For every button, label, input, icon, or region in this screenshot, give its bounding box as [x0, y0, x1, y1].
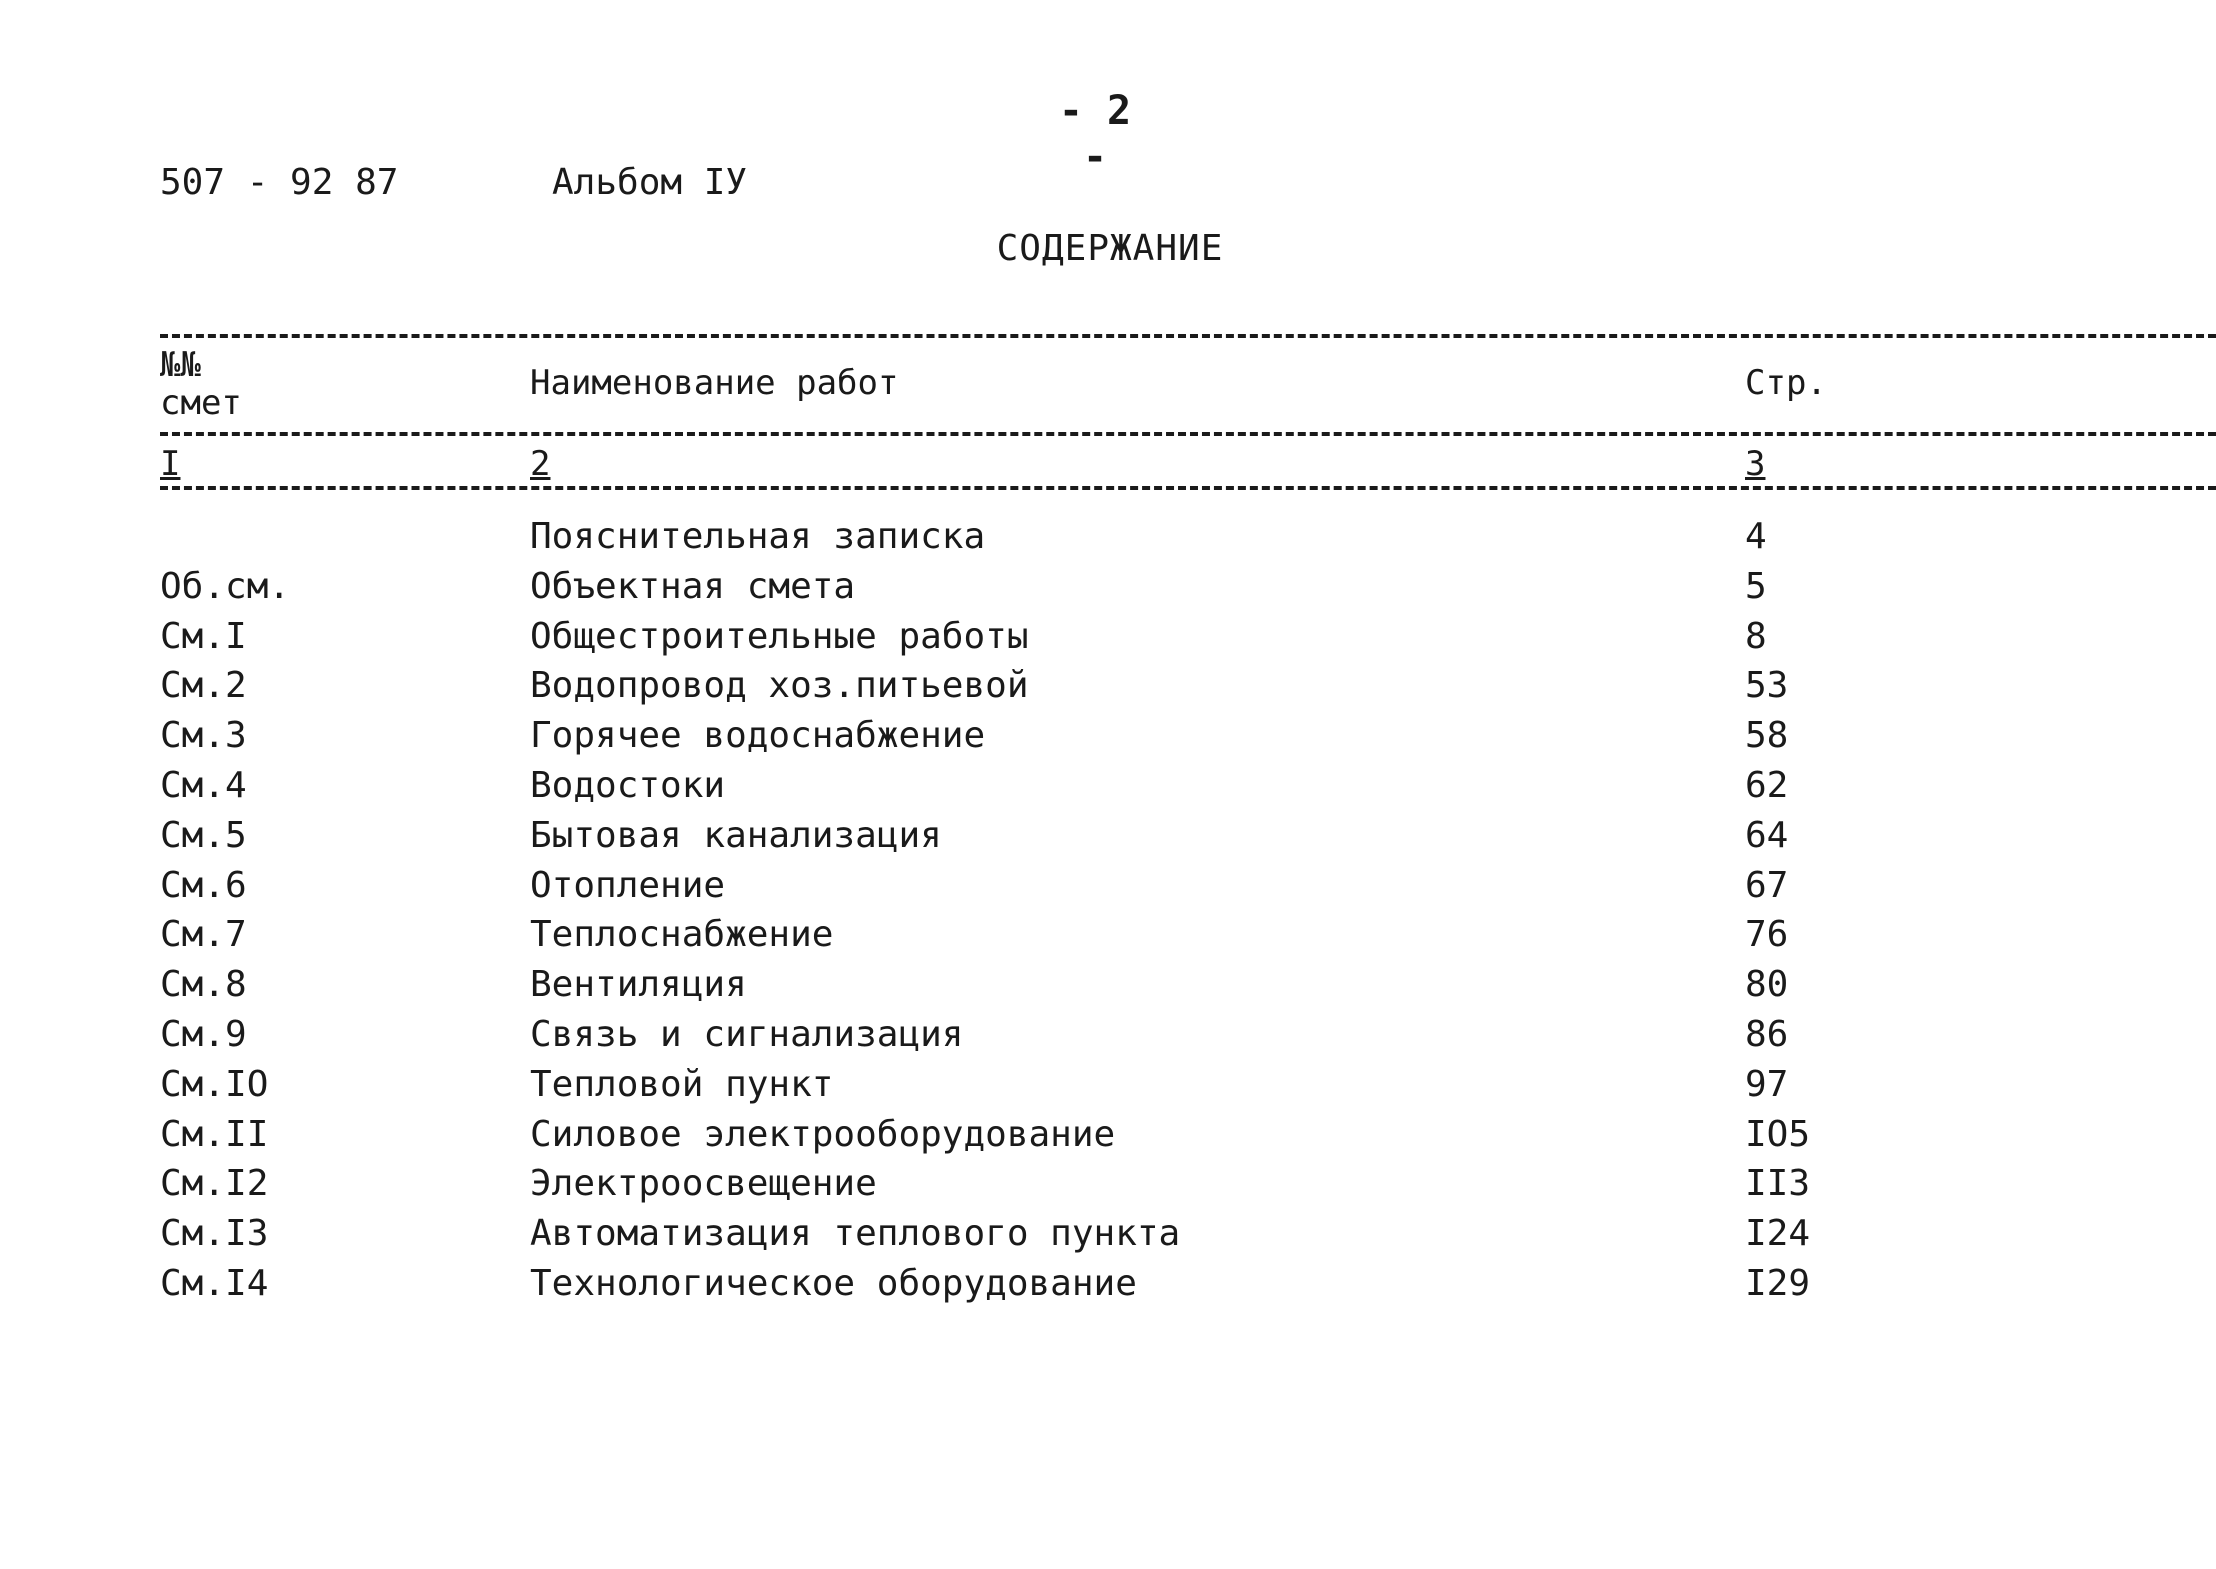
toc-row-page: 80: [1745, 964, 1789, 1006]
toc-row-code: См.6: [160, 864, 247, 906]
column-header-code: [160, 346, 242, 422]
album-label: Альбом IУ: [552, 162, 748, 203]
toc-row-page: I29: [1745, 1262, 1811, 1304]
toc-row: [0, 910, 2216, 960]
column-number-name-text: 2: [530, 444, 551, 484]
toc-title: СОДЕРЖАНИЕ: [996, 228, 1224, 269]
toc-row-name: Отопление: [530, 864, 726, 906]
toc-row-name: Общестроительные работы: [530, 615, 1029, 657]
toc-row-name: Технологическое оборудование: [530, 1262, 1137, 1304]
toc-row: [0, 612, 2216, 662]
toc-row-code: См.IO: [160, 1063, 269, 1105]
toc-row-code: См.I2: [160, 1163, 269, 1205]
toc-row-code: См.I4: [160, 1262, 269, 1304]
toc-row: [0, 1259, 2216, 1309]
toc-row-name: Вентиляция: [530, 964, 747, 1006]
toc-row-code: См.7: [160, 914, 247, 956]
toc-row: [0, 512, 2216, 562]
column-number-page: [1745, 444, 1765, 484]
toc-row-page: 62: [1745, 764, 1789, 806]
toc-row-code: См.3: [160, 715, 247, 757]
toc-row: [0, 1010, 2216, 1060]
toc-row-page: 4: [1745, 516, 1767, 557]
toc-row-name: Бытовая канализация: [530, 814, 942, 856]
toc-row-code: См.I: [160, 615, 247, 657]
toc-row-code: Об.см.: [160, 565, 291, 607]
toc-row-name: Горячее водоснабжение: [530, 715, 986, 757]
column-number-name: [530, 444, 550, 484]
toc-row-name: Тепловой пункт: [530, 1063, 834, 1105]
toc-row-name: Теплоснабжение: [530, 914, 834, 956]
toc-row-code: См.II: [160, 1113, 269, 1155]
toc-row: [0, 1209, 2216, 1259]
toc-row-name: Силовое электрооборудование: [530, 1113, 1116, 1155]
toc-row-page: 58: [1745, 715, 1789, 757]
table-body-rule: [160, 486, 2216, 490]
toc-row-page: 8: [1745, 615, 1767, 657]
toc-row: [0, 960, 2216, 1010]
toc-row-page: IO5: [1745, 1113, 1811, 1155]
toc-row: [0, 1060, 2216, 1110]
column-number-code: [160, 444, 180, 484]
toc-row-code: См.2: [160, 665, 247, 707]
header-separator-rule: [160, 432, 2216, 436]
toc-row: [0, 1159, 2216, 1209]
toc-row-page: 5: [1745, 565, 1767, 607]
toc-row-page: 76: [1745, 914, 1789, 956]
toc-row: [0, 661, 2216, 711]
column-header-page: Стр.: [1745, 363, 1827, 403]
document-code: 507 - 92 87: [160, 162, 399, 203]
toc-row-page: 86: [1745, 1013, 1789, 1055]
toc-row-page: II3: [1745, 1163, 1811, 1205]
column-number-code-text: I: [160, 444, 181, 484]
column-header-code-line2: смет: [160, 383, 242, 423]
toc-row-name: Пояснительная записка: [530, 516, 986, 557]
toc-row: [0, 761, 2216, 811]
column-header-code-line1: №№: [160, 345, 201, 385]
toc-row-code: См.4: [160, 764, 247, 806]
toc-row-code: См.I3: [160, 1213, 269, 1255]
toc-row: [0, 1110, 2216, 1160]
toc-row-page: 64: [1745, 814, 1789, 856]
toc-row-code: См.9: [160, 1013, 247, 1055]
toc-row-name: Водопровод хоз.питьевой: [530, 665, 1029, 707]
column-header-name: Наименование работ: [530, 363, 899, 403]
toc-row-page: 67: [1745, 864, 1789, 906]
page-number: - 2 -: [1058, 88, 1132, 180]
toc-row-page: 53: [1745, 665, 1789, 707]
toc-row-code: См.5: [160, 814, 247, 856]
toc-row-code: См.8: [160, 964, 247, 1006]
toc-row: [0, 711, 2216, 761]
toc-list: [0, 512, 2216, 1309]
toc-row-name: Объектная смета: [530, 565, 856, 607]
toc-row: [0, 811, 2216, 861]
toc-row-name: Связь и сигнализация: [530, 1013, 964, 1055]
toc-row-page: 97: [1745, 1063, 1789, 1105]
toc-row-name: Автоматизация теплового пункта: [530, 1213, 1181, 1255]
toc-row-page: I24: [1745, 1213, 1811, 1255]
toc-row: [0, 562, 2216, 612]
toc-row: [0, 861, 2216, 911]
column-number-page-text: 3: [1745, 444, 1766, 484]
toc-row-name: Водостоки: [530, 764, 726, 806]
toc-row-name: Электроосвещение: [530, 1163, 877, 1205]
table-top-rule: [160, 334, 2216, 338]
